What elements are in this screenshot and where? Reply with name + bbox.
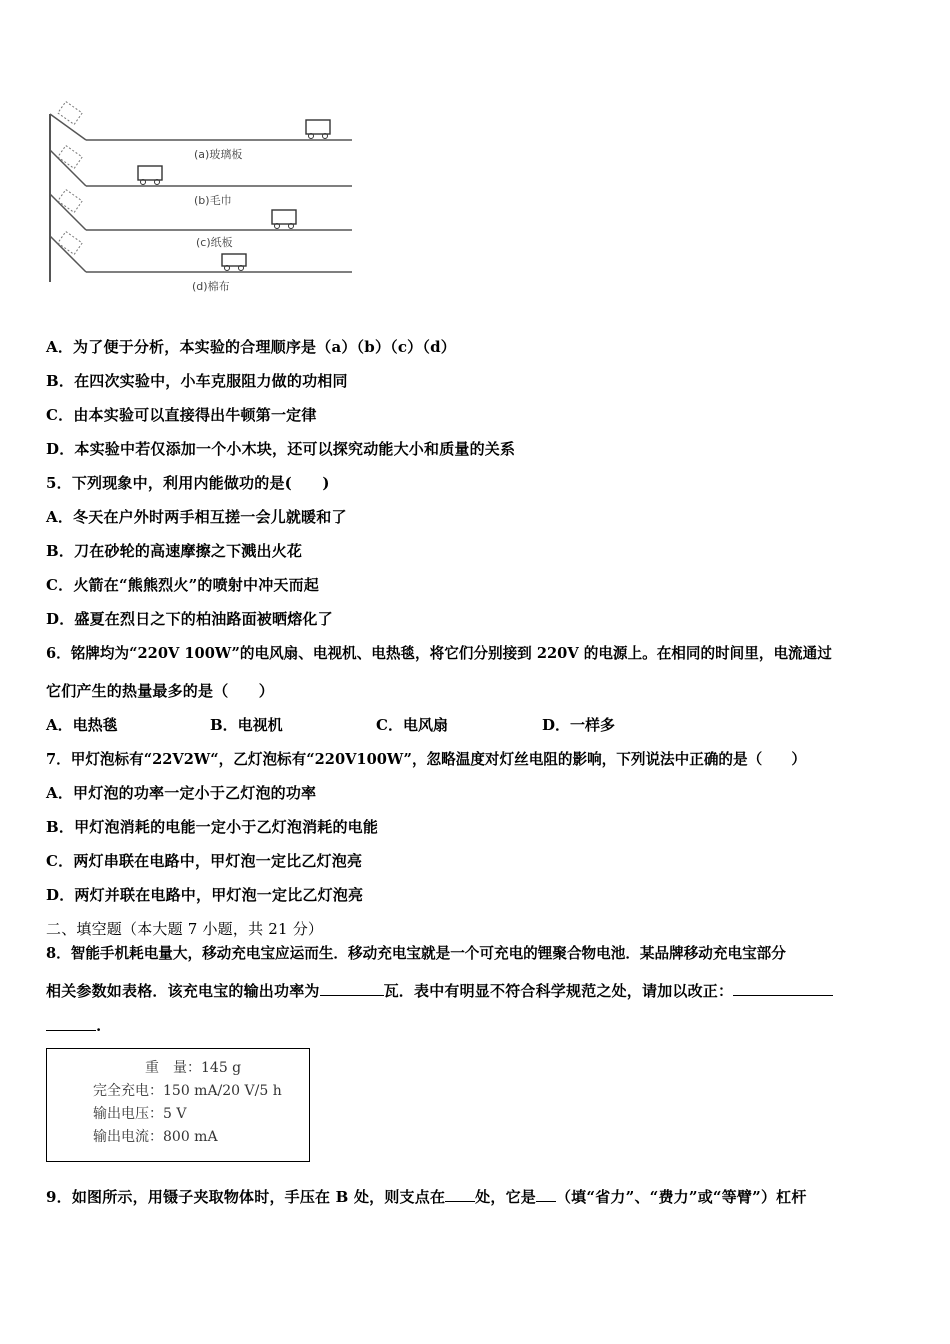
q9-lever-type-blank[interactable] bbox=[536, 1187, 556, 1202]
figure-label-c: (c)纸板 bbox=[196, 236, 233, 249]
q8-line1: 8．智能手机耗电量大，移动充电宝应运而生．移动充电宝就是一个可充电的锂聚合物电池．某品牌移动充电宝部分 bbox=[46, 945, 786, 962]
q9-part-c: （填“省力”、“费力”或“等臂”）杠杆 bbox=[555, 1188, 807, 1206]
spec-output-voltage: 输出电压：5 V bbox=[93, 1106, 187, 1122]
spec-output-current: 输出电流：800 mA bbox=[93, 1129, 218, 1145]
q4-option-d: D．本实验中若仅添加一个小木块，还可以探究动能大小和质量的关系 bbox=[46, 440, 516, 458]
incline-experiment-figure bbox=[44, 100, 356, 300]
q5-option-b: B．刀在砂轮的高速摩擦之下溅出火花 bbox=[46, 542, 303, 560]
q6-option-c: C．电风扇 bbox=[376, 716, 448, 734]
q6-options bbox=[46, 714, 646, 734]
q9-part-a: 9．如图所示，用镊子夹取物体时，手压在 B 处，则支点在 bbox=[46, 1188, 446, 1206]
q5-stem: 5．下列现象中，利用内能做功的是( ) bbox=[46, 474, 330, 492]
q8-line2-a: 相关参数如表格．该充电宝的输出功率为 bbox=[46, 982, 320, 1000]
q7-option-d: D．两灯并联在电路中，甲灯泡一定比乙灯泡亮 bbox=[46, 886, 364, 904]
q8-line2-b: 瓦．表中有明显不符合科学规范之处，请加以改正： bbox=[383, 982, 734, 1000]
q9-part-b: 处，它是 bbox=[475, 1188, 536, 1206]
q8-correction-blank[interactable] bbox=[733, 981, 833, 996]
figure-label-d: (d)棉布 bbox=[192, 280, 230, 293]
power-bank-spec-table bbox=[46, 1048, 310, 1162]
q6-option-b: B．电视机 bbox=[210, 716, 283, 734]
q7-option-a: A．甲灯泡的功率一定小于乙灯泡的功率 bbox=[46, 784, 317, 802]
q6-stem-line1: 6．铭牌均为“220V 100W”的电风扇、电视机、电热毯，将它们分别接到 220V 的电源上。在相同的时间里，电流通过 bbox=[46, 645, 832, 662]
panel-a bbox=[50, 102, 352, 161]
spec-weight: 重 量：145 g bbox=[145, 1060, 242, 1076]
q7-option-c: C．两灯串联在电路中，甲灯泡一定比乙灯泡亮 bbox=[46, 852, 363, 870]
spec-full-charge: 完全充电：150 mA/20 V/5 h bbox=[93, 1083, 282, 1099]
figure-label-a: (a)玻璃板 bbox=[194, 148, 243, 161]
q8-power-blank[interactable] bbox=[320, 981, 384, 996]
q6-option-d: D．一样多 bbox=[542, 716, 616, 734]
q4-option-b: B．在四次实验中，小车克服阻力做的功相同 bbox=[46, 372, 348, 390]
q8-correction-blank-cont[interactable] bbox=[46, 1016, 96, 1031]
q9-fulcrum-blank[interactable] bbox=[445, 1187, 475, 1202]
q5-option-a: A．冬天在户外时两手相互搓一会儿就暖和了 bbox=[46, 508, 347, 526]
q8-line3-end: . bbox=[96, 1017, 102, 1035]
q8-line2 bbox=[46, 980, 833, 1001]
q6-option-a: A．电热毯 bbox=[46, 716, 118, 734]
q4-option-a: A．为了便于分析，本实验的合理顺序是（a）（b）（c）（d） bbox=[46, 338, 456, 356]
figure-label-b: (b)毛巾 bbox=[194, 194, 232, 207]
q7-option-b: B．甲灯泡消耗的电能一定小于乙灯泡消耗的电能 bbox=[46, 818, 379, 836]
q5-option-d: D．盛夏在烈日之下的柏油路面被晒熔化了 bbox=[46, 610, 333, 628]
q5-option-c: C．火箭在“熊熊烈火”的喷射中冲天而起 bbox=[46, 576, 319, 594]
section2-heading: 二、填空题（本大题 7 小题，共 21 分） bbox=[46, 920, 324, 938]
q8-line3 bbox=[46, 1016, 101, 1035]
q7-stem: 7．甲灯泡标有“22V2W“，乙灯泡标有“220V100W”，忽略温度对灯丝电阻的影响，下列说法中正确的是（ ） bbox=[46, 751, 806, 768]
q4-option-c: C．由本实验可以直接得出牛顿第一定律 bbox=[46, 406, 317, 424]
q9-text bbox=[46, 1186, 807, 1207]
q6-stem-line2: 它们产生的热量最多的是（ ） bbox=[46, 682, 275, 700]
